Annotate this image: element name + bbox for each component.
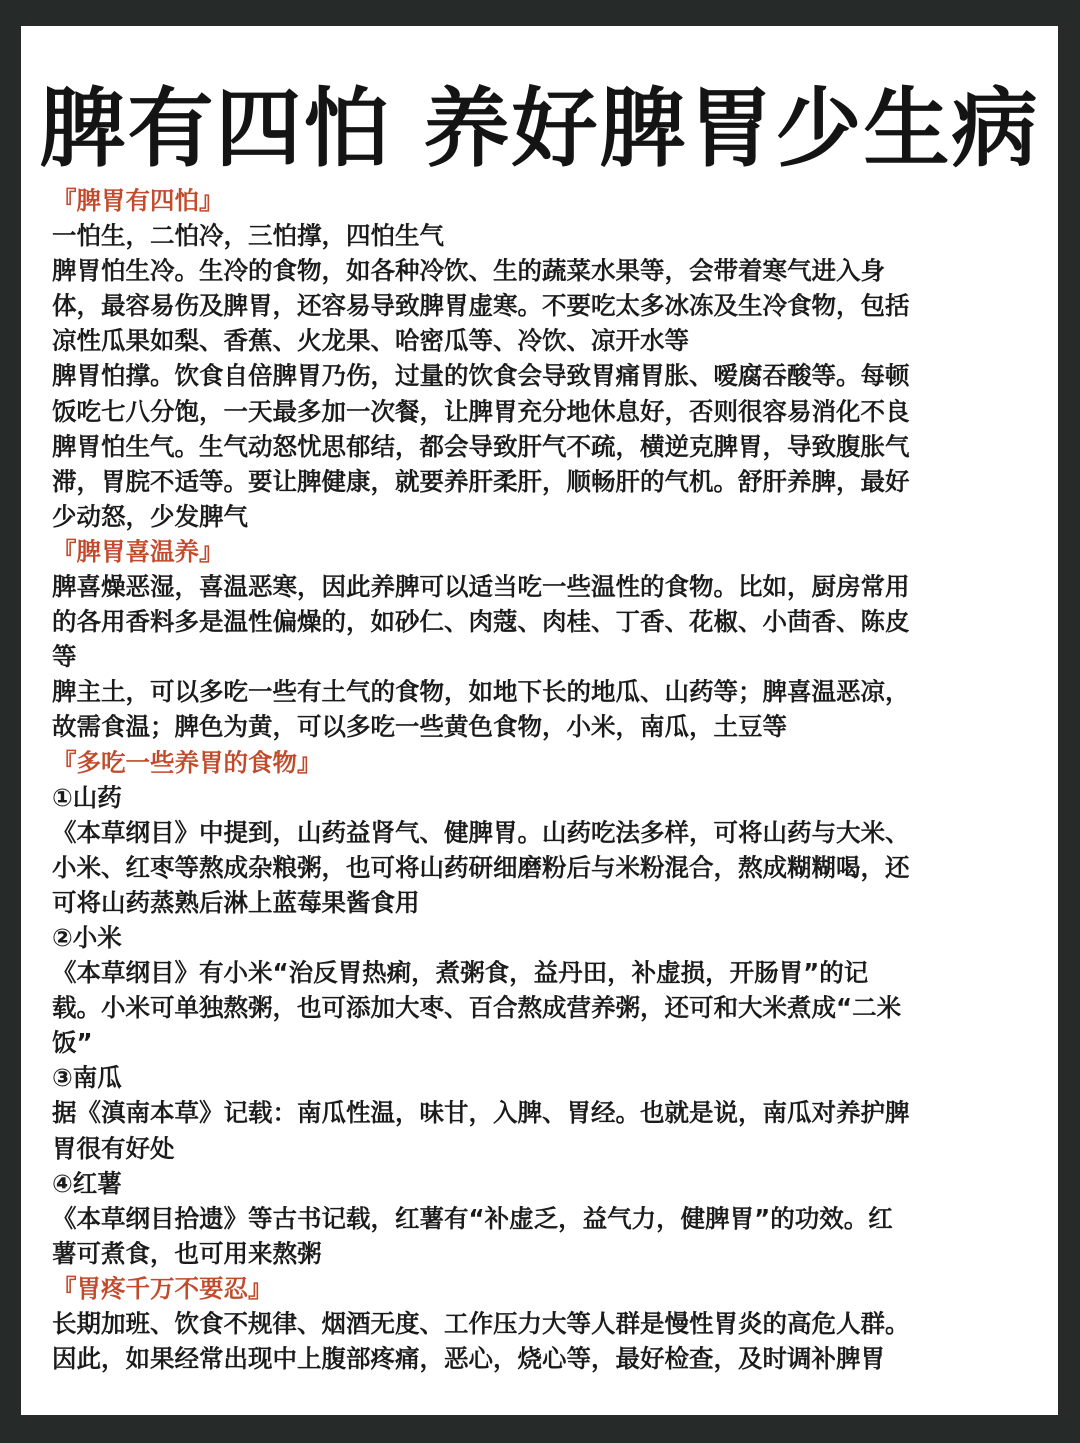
text-line: 长期加班、饮食不规律、烟酒无度、工作压力大等人群是慢性胃炎的高危人群。: [52, 1309, 910, 1338]
text-line: 《本草纲目》中提到，山药益肾气、健脾胃。山药吃法多样，可将山药与大米、: [52, 817, 910, 847]
text-line: 脾胃怕生气。生气动怒忧思郁结，都会导致肝气不疏，横逆克脾胃，导致腹胀气: [52, 431, 910, 461]
text-line: 《本草纲目拾遗》等古书记载，红薯有“补虚乏，益气力，健脾胃”的功效。红: [52, 1203, 893, 1233]
text-line: 脾胃怕撑。饮食自倍脾胃乃伤，过量的饮食会导致胃痛胃胀、嗳腐吞酸等。每顿: [52, 361, 910, 391]
text-line: 凉性瓜果如梨、香蕉、火龙果、哈密瓜等、冷饮、凉开水等: [52, 326, 689, 356]
text-line: 脾胃怕生冷。生冷的食物，如各种冷饮、生的蔬菜水果等，会带着寒气进入身: [52, 256, 885, 286]
text-line: 脾主土，可以多吃一些有土气的食物，如地下长的地瓜、山药等；脾喜温恶凉，: [52, 677, 910, 707]
text-line: 胃很有好处: [52, 1133, 175, 1163]
text-line: ①山药: [52, 782, 122, 812]
text-line: 饭”: [52, 1028, 93, 1058]
text-line: 一怕生，二怕冷，三怕撑，四怕生气: [52, 221, 444, 251]
text-line: 滞，胃脘不适等。要让脾健康，就要养肝柔肝，顺畅肝的气机。舒肝养脾，最好: [52, 466, 910, 496]
text-line: 据《滇南本草》记载：南瓜性温，味甘，入脾、胃经。也就是说，南瓜对养护脾: [52, 1098, 910, 1128]
text-line: ③南瓜: [52, 1063, 122, 1093]
text-line: 因此，如果经常出现中上腹部疼痛，恶心，烧心等，最好检查，及时调补脾胃: [52, 1344, 885, 1374]
text-line: 可将山药蒸熟后淋上蓝莓果酱食用: [52, 887, 420, 917]
text-line: 小米、红枣等熬成杂粮粥，也可将山药研细磨粉后与米粉混合，熬成糊糊喝，还: [52, 852, 910, 882]
text-line: 体，最容易伤及脾胃，还容易导致脾胃虚寒。不要吃太多冰冻及生冷食物，包括: [52, 291, 910, 321]
section-heading: 『多吃一些养胃的食物』: [52, 747, 322, 777]
text-line: 少动怒，少发脾气: [52, 501, 248, 531]
text-line: 等: [52, 642, 77, 672]
text-line: 饭吃七八分饱，一天最多加一次餐，让脾胃充分地休息好，否则很容易消化不良: [52, 396, 910, 426]
text-line: 的各用香料多是温性偏燥的，如砂仁、肉蔻、肉桂、丁香、花椒、小茴香、陈皮: [52, 607, 910, 637]
section-heading: 『脾胃有四怕』: [52, 186, 224, 215]
text-line: ④红薯: [52, 1168, 122, 1198]
section-heading: 『胃疼千万不要忍』: [52, 1273, 273, 1303]
text-line: 薯可煮食，也可用来熬粥: [52, 1238, 322, 1268]
text-line: 《本草纲目》有小米“治反胃热痢，煮粥食，益丹田，补虚损，开肠胃”的记: [52, 958, 869, 988]
page-title: 脾有四怕 养好脾胃少生病: [39, 79, 1040, 179]
section-heading: 『脾胃喜温养』: [52, 536, 224, 566]
text-line: ②小米: [52, 922, 122, 952]
text-line: 故需食温；脾色为黄，可以多吃一些黄色食物，小米，南瓜，土豆等: [52, 712, 787, 742]
text-line: 脾喜燥恶湿，喜温恶寒，因此养脾可以适当吃一些温性的食物。比如，厨房常用: [52, 572, 910, 602]
article-card: [21, 26, 1058, 1415]
article-body: [52, 183, 1032, 1376]
text-line: 载。小米可单独熬粥，也可添加大枣、百合熬成营养粥，还可和大米煮成“二米: [52, 993, 902, 1023]
